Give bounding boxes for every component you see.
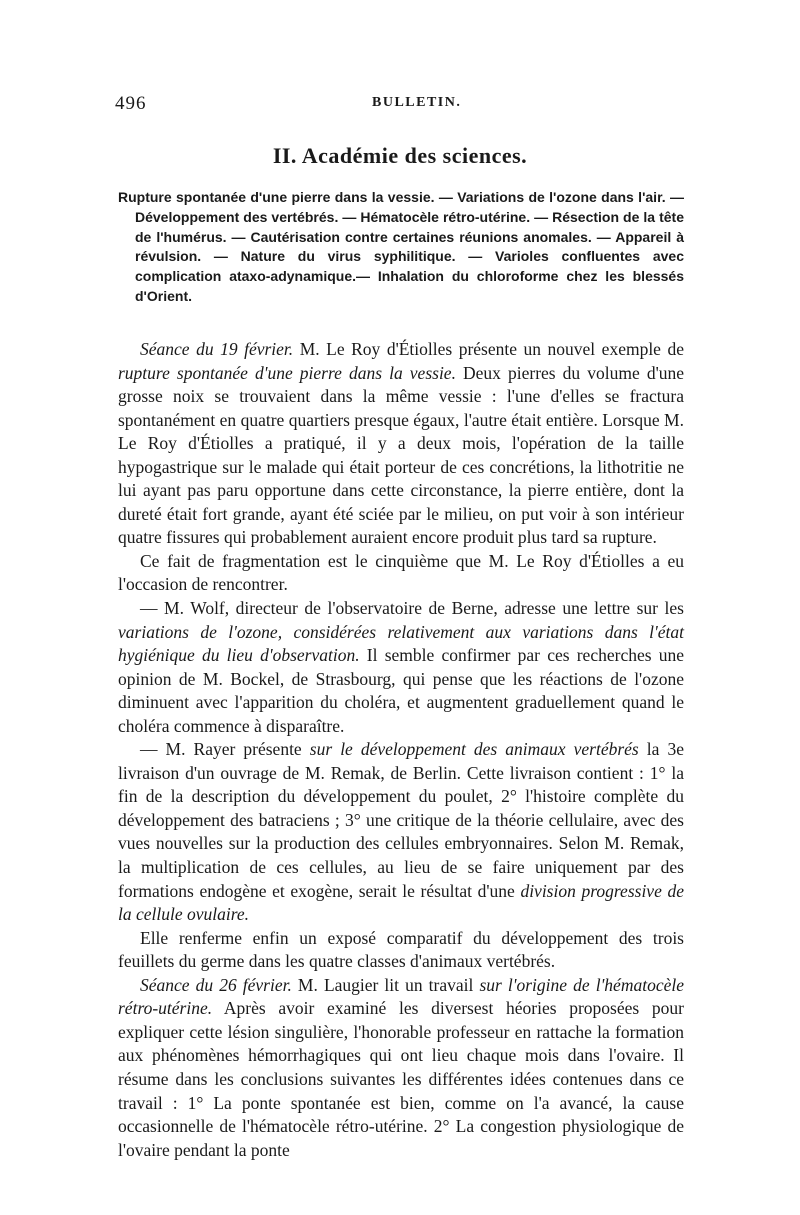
paragraph (118, 550, 684, 597)
paragraph-text: Elle renferme enfin un exposé comparatif du développement des trois feuillets du germe dans les quatre classes d'animaux vertébrés. (118, 927, 684, 972)
paragraph-text: la 3e livraison d'un ouvrage de M. Remak, de Berlin. Cette livraison contient : 1° la fin de la description du développement du poulet, 2° l'histoire complète du développement des batraciens ; 3° une critique de la théorie cellulaire, avec des vues nouvelles sur la production des cellules embryonnaires. Selon M. Remak, la multiplication de ces cellules, au lieu de se faire uniquement par des formations endogène et exogène, serait le résultat d'une (118, 739, 685, 901)
paragraph-text: Il semble confirmer par ces recherches une opinion de M. Bockel, de Strasbourg, qui pense que les réactions de l'ozone diminuent avec l'apparition du choléra, et augmentent graduellement quand le choléra commence à disparaître. (118, 645, 684, 736)
body-text (118, 338, 684, 1162)
paragraph-text: Ce fait de fragmentation est le cinquième que M. Le Roy d'Étiolles a eu l'occasion de rencontrer. (118, 550, 684, 595)
section-title: II. Académie des sciences. (272, 143, 528, 168)
page-number: 496 (115, 93, 147, 114)
paragraph-text: Après avoir examiné les diversest héories proposées pour expliquer cette lésion singulière, l'honorable professeur en rattache la formation aux phénomènes hémorrhagiques qui ont lieu chaque mois dans l'ovaire. Il résume dans les conclusions suivantes les différentes idées contenues dans ce travail : 1° La ponte spontanée est bien, comme on l'a avancé, la cause occasionnelle de l'hématocèle rétro-utérine. 2° La congestion physiologique de l'ovaire pendant la ponte (118, 998, 684, 1160)
session-date: Séance du 26 février. (140, 974, 292, 995)
emphasis-text: rupture spontanée d'une pierre dans la vessie. (118, 362, 456, 383)
emphasis-text: variations de l'ozone, considérées relativement aux variations dans l'état hygiénique du lieu d'observation. (118, 621, 684, 666)
running-title: BULLETIN. (372, 95, 462, 110)
emphasis-text: division progressive de la cellule ovulaire. (118, 880, 684, 925)
paragraph (118, 738, 684, 926)
emphasis-text: sur le développement des animaux vertébrés (309, 739, 639, 760)
session-date: Séance du 19 février. (140, 339, 294, 359)
paragraph (118, 338, 684, 550)
paragraph-text: — M. Rayer présente (140, 739, 310, 760)
paragraph-text: M. Laugier lit un travail (291, 974, 480, 995)
paragraph-text: M. Le Roy d'Étiolles présente un nouvel exemple de (293, 339, 684, 359)
running-head (115, 93, 685, 117)
paragraph (118, 597, 684, 738)
paragraph-text: — M. Wolf, directeur de l'observatoire de Berne, adresse une lettre sur les (140, 598, 684, 619)
paragraph-text: Deux pierres du volume d'une grosse noix se trouvaient dans la même vessie : l'une d'elles se fractura spontanément en quatre quartiers presque égaux, l'autre était entière. Lorsque M. Le Roy d'Étiolles a pratiqué, il y a deux mois, l'opération de la taille hypogastrique sur le malade qui était porteur de ces concrétions, la lithotritie ne lui ayant pas paru opportune dans cette circonstance, la pierre entière, dont la dureté était fort grande, ayant été sciée par le milieu, on put voir à son intérieur quatre fissures qui probablement auraient encore produit plus tard sa rupture. (118, 362, 684, 548)
paragraph (118, 927, 684, 974)
section-summary: Rupture spontanée d'une pierre dans la vessie. — Variations de l'ozone dans l'air. — Développement des vertébrés. — Hématocèle rétro-utérine. — Résection de la tête de l'humérus. — Cautérisation contre certaines réunions anomales. — Appareil à révulsion. — Nature du virus syphilitique. — Varioles confluentes avec complication ataxo-adynamique.— Inhalation du chloroforme chez les blessés d'Orient. (118, 189, 684, 304)
emphasis-text: sur l'origine de l'hématocèle rétro-utérine. (118, 974, 684, 1019)
paragraph (118, 974, 684, 1162)
